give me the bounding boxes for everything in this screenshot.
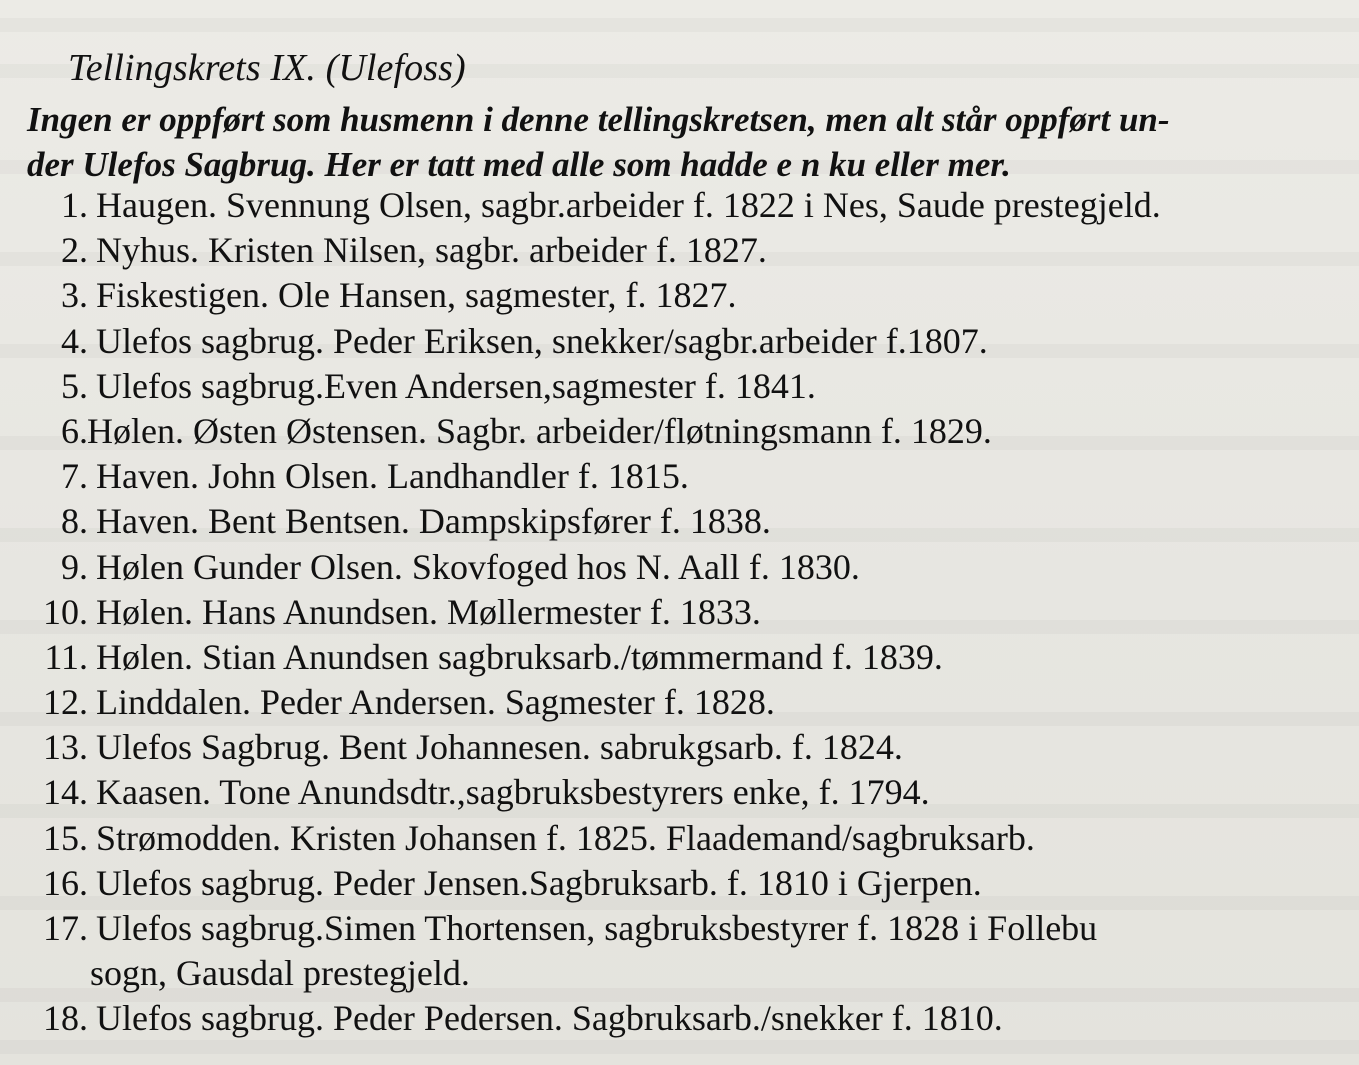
entry-number: 11. <box>44 636 88 677</box>
household-list <box>0 183 1359 1042</box>
entry-text: Ulefos sagbrug. Peder Jensen.Sagbruksarb. f. 1810 i Gjerpen. <box>96 862 982 903</box>
entry-number: 16. <box>43 862 88 903</box>
list-item <box>0 499 1359 544</box>
entry-text: Fiskestigen. Ole Hansen, sagmester, f. 1827. <box>96 275 737 316</box>
entry-number: 10. <box>43 591 88 632</box>
entry-text: Hølen. Østen Østensen. Sagbr. arbeider/fløtningsmann f. 1829. <box>87 410 992 451</box>
entry-number: 1. <box>61 185 88 225</box>
entry-text: Haugen. Svennung Olsen, sagbr.arbeider f. 1822 i Nes, Saude prestegjeld. <box>96 185 1161 225</box>
entry-text: Ulefos sagbrug. Peder Eriksen, snekker/sagbr.arbeider f.1807. <box>96 320 988 361</box>
list-item <box>0 319 1359 364</box>
entry-number: 14. <box>43 772 88 813</box>
list-item <box>0 590 1359 635</box>
list-item <box>0 725 1359 770</box>
list-item <box>0 816 1359 861</box>
entry-number: 6. <box>61 410 88 451</box>
list-item-continuation <box>0 951 1359 996</box>
entry-text: sogn, Gausdal prestegjeld. <box>90 953 470 994</box>
entry-text: Hølen Gunder Olsen. Skovfoged hos N. Aall f. 1830. <box>96 546 860 587</box>
list-item <box>0 680 1359 725</box>
intro-line-2: der Ulefos Sagbrug. Her er tatt med alle som hadde e n ku eller mer. <box>27 145 1011 184</box>
entry-text: Haven. Bent Bentsen. Dampskipsfører f. 1838. <box>96 501 771 542</box>
list-item <box>0 183 1359 228</box>
entry-number: 12. <box>43 682 88 723</box>
entry-number: 9. <box>61 546 88 587</box>
list-item <box>0 364 1359 409</box>
list-item <box>0 861 1359 906</box>
entry-number: 15. <box>43 817 88 858</box>
intro-line-1: Ingen er oppført som husmenn i denne tellingskretsen, men alt står oppført un- <box>27 100 1170 139</box>
entry-text: Strømodden. Kristen Johansen f. 1825. Flaademand/sagbruksarb. <box>96 817 1035 858</box>
list-item <box>0 996 1359 1041</box>
entry-text: Hølen. Hans Anundsen. Møllermester f. 1833. <box>96 591 761 632</box>
entry-number: 13. <box>43 727 88 768</box>
list-item <box>0 635 1359 680</box>
entry-number: 7. <box>61 456 88 497</box>
entry-number: 18. <box>43 998 88 1039</box>
entry-text: Linddalen. Peder Andersen. Sagmester f. 1828. <box>96 682 775 723</box>
list-item <box>0 228 1359 273</box>
entry-number: 3. <box>61 275 88 316</box>
intro-paragraph <box>27 97 1327 187</box>
entry-text: Nyhus. Kristen Nilsen, sagbr. arbeider f. 1827. <box>96 230 767 271</box>
entry-text: Hølen. Stian Anundsen sagbruksarb./tømmermand f. 1839. <box>96 636 943 677</box>
entry-text: Ulefos sagbrug. Peder Pedersen. Sagbruksarb./snekker f. 1810. <box>96 998 1003 1039</box>
list-item <box>0 409 1359 454</box>
entry-text: Haven. John Olsen. Landhandler f. 1815. <box>96 456 689 497</box>
entry-number: 5. <box>61 365 88 406</box>
entry-text: Ulefos sagbrug.Simen Thortensen, sagbruksbestyrer f. 1828 i Follebu <box>96 908 1098 948</box>
list-item <box>0 906 1359 951</box>
entry-text: Ulefos Sagbrug. Bent Johannesen. sabrukgsarb. f. 1824. <box>96 727 903 768</box>
entry-number: 2. <box>61 230 88 271</box>
list-item <box>0 454 1359 499</box>
entry-number: 17. <box>43 908 88 948</box>
section-heading: Tellingskrets IX. (Ulefoss) <box>68 47 466 89</box>
list-item <box>0 770 1359 815</box>
list-item <box>0 545 1359 590</box>
entry-text: Ulefos sagbrug.Even Andersen,sagmester f. 1841. <box>96 365 816 406</box>
list-item <box>0 273 1359 318</box>
entry-number: 8. <box>61 501 88 542</box>
entry-text: Kaasen. Tone Anundsdtr.,sagbruksbestyrers enke, f. 1794. <box>96 772 930 813</box>
entry-number: 4. <box>61 320 88 361</box>
